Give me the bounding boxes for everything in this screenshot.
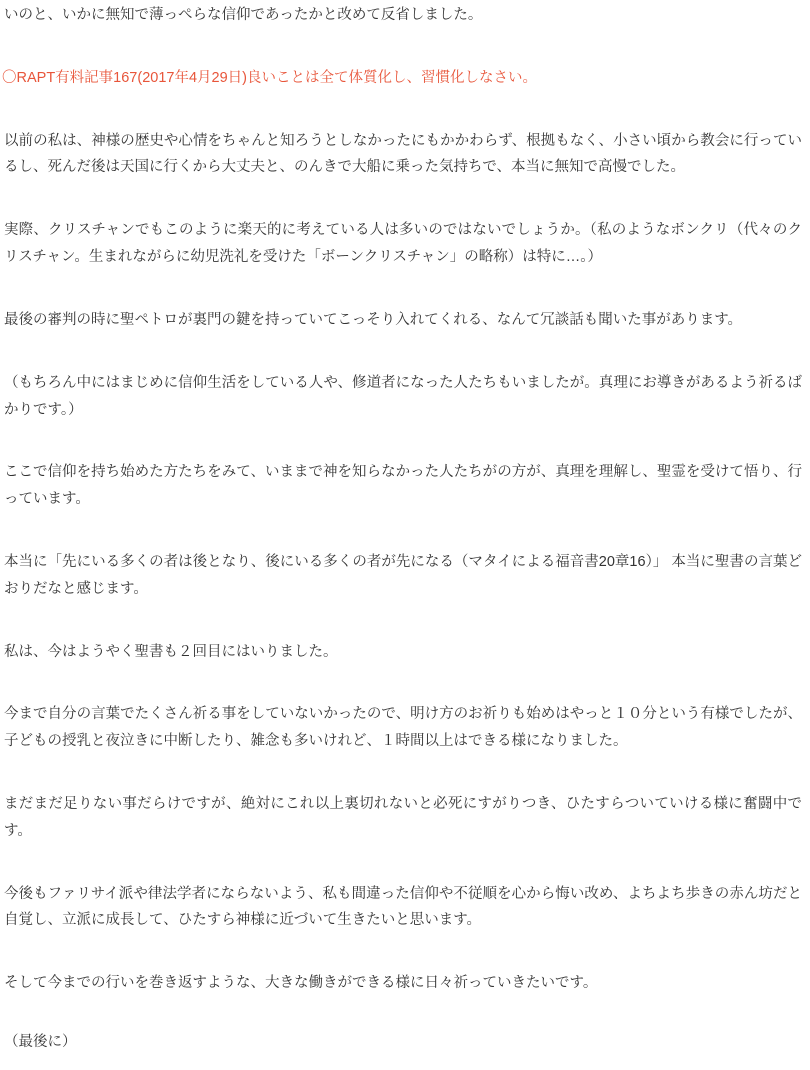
paragraph-block (2, 621, 806, 684)
paragraph-text: いのと、いかに無知で薄っぺらな信仰であったかと改めて反省しました。 (4, 7, 483, 23)
paragraph-text: 以前の私は、神様の歴史や心情をちゃんと知ろうとしなかったにもかかわらず、根拠もなく、小さい頃から教会に行っているし、死んだ後は天国に行くから大丈夫と、のんきで大船に乗った気持ちで、本当に無知で高慢でした。 (4, 132, 802, 176)
paragraph-text: まだまだ足りない事だらけですが、絶対にこれ以上裏切れないと必死にすがりつき、ひたすらついていける様に奮闘中です。 (4, 796, 802, 839)
paragraph-block (2, 863, 806, 953)
paragraph-block (2, 531, 806, 621)
paragraph-text: そして今までの行いを巻き返すような、大きな働きができる様に日々祈っていきたいです。 (4, 975, 598, 992)
paragraph-text: （最後に） (4, 1034, 77, 1051)
paragraph-text: 本当に「先にいる多くの者は後となり、後にいる多くの者が先になる（マタイによる福音書20章16）」 本当に聖書の言葉どおりだなと感じます。 (4, 553, 802, 597)
paragraph-block (2, 683, 806, 773)
paragraph-text: 私は、今はようやく聖書も２回目にはいりました。 (4, 643, 338, 660)
paragraph-text: 今まで自分の言葉でたくさん祈る事をしていないかったので、明け方のお祈りも始めはやっと１０分という有様でしたが、子どもの授乳と夜泣きに中断したり、雑念も多いけれど、１時間以上はできる様になりました。 (4, 706, 802, 750)
paragraph-text: 最後の審判の時に聖ペトロが裏門の鍵を持っていてこっそり入れてくれる、なんて冗談話も聞いた事があります。 (4, 311, 743, 328)
paragraph-block (2, 773, 806, 863)
paragraph-block (2, 441, 806, 531)
paragraph-block (2, 0, 806, 47)
paragraph-block (2, 352, 806, 442)
paragraph-block (2, 289, 806, 352)
paragraph-text: 実際、クリスチャンでもこのように楽天的に考えている人は多いのではないでしょうか。（私のようなボンクリ（代々のクリスチャン。生まれながらに幼児洗礼を受けた「ボーンクリスチャン」の略称）は特に…。） (4, 222, 802, 266)
paragraph-text: （もちろん中にはまじめに信仰生活をしている人や、修道者になった人たちもいましたが。真理にお導きがあるよう祈るばかりです。） (4, 374, 802, 418)
paragraph-block (2, 110, 806, 200)
rapt-article-link[interactable]: 〇RAPT有料記事167(2017年4月29日)良いことは全て体質化し、習慣化しなさい。 (2, 69, 537, 86)
paragraph-block (2, 199, 806, 289)
paragraph-block (2, 952, 806, 1015)
paragraph-text: ここで信仰を持ち始めた方たちをみて、いままで神を知らなかった人たちがの方が、真理を理解し、聖霊を受けて悟り、行っています。 (4, 464, 802, 508)
paragraph-block (2, 1015, 806, 1070)
paragraph-text: 今後もファリサイ派や律法学者にならないよう、私も間違った信仰や不従順を心から悔い改め、よちよち歩きの赤ん坊だと自覚し、立派に成長して、ひたすら神様に近づいて生きたいと思います。 (4, 885, 802, 929)
article-link-block (2, 47, 806, 110)
